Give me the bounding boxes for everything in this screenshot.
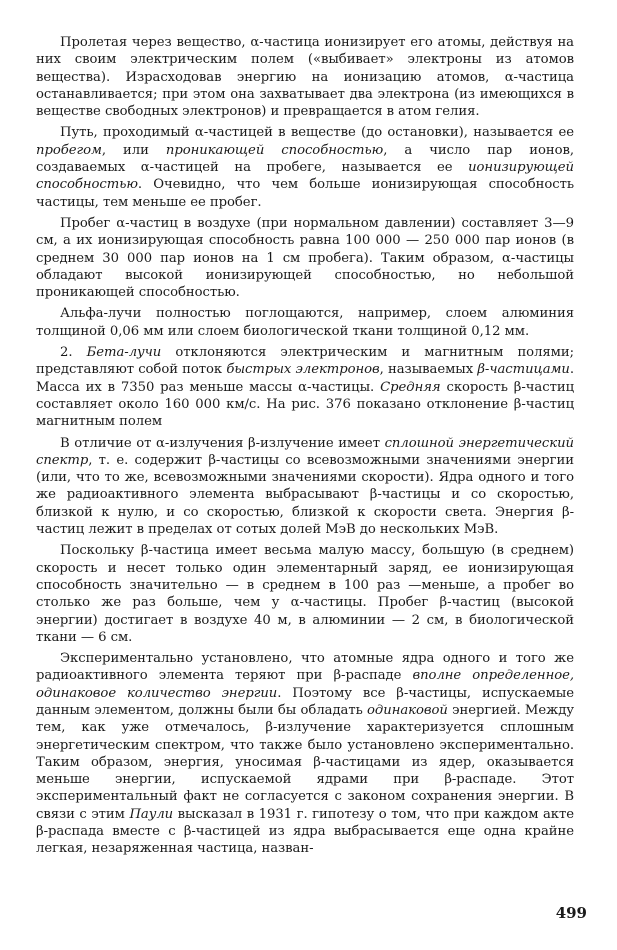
italic-term: β-частицами — [477, 362, 570, 378]
text-run: , т. е. содержит β-частицы со всевозможными значениями энергии (или, что то же, всевозможными значениями скорости). Ядра одного и того же радиоактивного элемента выбрасывают β-частицы и со скоростью, близкой к нулю, и со скоростью, близкой к скорости света. Энергия β-частиц лежит в пределах от сотых долей МэВ до нескольких МэВ. — [36, 452, 574, 538]
text-run: Путь, проходимый α-частицей в веществе (до остановки), называется ее — [60, 125, 574, 141]
text-run: , а число пар ионов, создаваемых α-частицей на пробеге, называется ее — [36, 142, 574, 176]
italic-term: сплошной энергетический спектр — [36, 435, 574, 468]
text-run: , называемых — [379, 362, 478, 378]
italic-term: одинаковой — [367, 702, 448, 718]
text-run: энергией. Между тем, как уже отмечалось, β-излучение характеризуется сплошным энергетическим спектром, что также было установлено экспериментально. Таким образом, энергия, уносимая β-частицами из ядер, оказывается меньше энергии, испускаемой ядрами при β-распаде. Этот экспериментальный факт не согласуется с законом сохранения энергии. В связи с этим — [36, 702, 574, 822]
italic-term: быстрых электронов — [226, 362, 380, 378]
italic-term: Средняя — [380, 379, 441, 395]
text-run: Пробег α-частиц в воздухе (при нормальном давлении) составляет 3—9 см, а их ионизирующая способность равна 100 000 — 250 000 пар ионов (в среднем 30 000 пар ионов на 1 см пробега). Таким образом, α-частицы обладают высокой ионизирующей способностью, но небольшой проникающей способностью. — [36, 215, 574, 301]
text-run: Поскольку β-частица имеет весьма малую массу, большую (в среднем) скорость и несет только один элементарный заряд, ее ионизирующая способность значительно — в среднем в 100 раз —меньше, а пробег во столько же раз больше, чем у α-частицы. Пробег β-частиц (высокой энергии) достигает в воздухе 40 м, в алюминии — 2 см, в биологической ткани — 6 см. — [36, 543, 574, 645]
page-number: 499 — [555, 904, 587, 922]
text-run: 2. — [60, 345, 87, 361]
text-run: . Поэтому все β-частицы, испускаемые данным элементом, должны были бы обладать — [36, 685, 574, 718]
text-run: В отличие от α-излучения β-излучение имеет — [60, 435, 385, 451]
paragraph-beta-rays — [36, 344, 574, 430]
text-run: , или — [101, 142, 166, 158]
italic-term: вполне определенное, одинаковое количество энергии — [36, 668, 574, 701]
paragraph-beta-range — [36, 542, 574, 646]
italic-term: ионизирующей способностью — [36, 160, 574, 193]
text-run: скорость β-частиц составляет около 160 000 км/с. На рис. 376 показано отклонение β-частиц магнитным полем — [36, 379, 574, 430]
paragraph-pauli-hypothesis — [36, 650, 574, 858]
text-run: высказал в 1931 г. гипотезу о том, что при каждом акте β-распада вместе с β-частицей из ядра выбрасывается еще одна крайне легкая, незаряженная частица, назван- — [36, 806, 574, 857]
text-run: Экспериментально установлено, что атомные ядра одного и того же радиоактивного элемента теряют при β-распаде — [36, 651, 574, 684]
text-run: . Масса их в 7350 раз меньше массы α-частицы. — [36, 362, 574, 395]
italic-term: проникающей способностью — [165, 142, 384, 158]
text-run: . Очевидно, что чем больше ионизирующая способность частицы, тем меньше ее пробег. — [36, 177, 574, 210]
text-run: Альфа-лучи полностью поглощаются, например, слоем алюминия толщиной 0,06 мм или слоем биологической ткани толщиной 0,12 мм. — [36, 306, 574, 339]
paragraph-range-definition — [36, 124, 574, 210]
text-run: Пролетая через вещество, α-частица ионизирует его атомы, действуя на них своим электрическим полем («выбивает» электроны из атомов вещества). Израсходовав энергию на ионизацию атомов, α-частица останавливается; при этом она захватывает два электрона (из имеющихся в веществе свободных электронов) и превращается в атом гелия. — [36, 35, 574, 120]
paragraph-alpha-range-air — [36, 215, 574, 301]
italic-term: Бета-лучи — [86, 345, 162, 361]
paragraph-beta-spectrum — [36, 435, 574, 539]
text-run: отклоняются электрическим и магнитным полями; представляют собой поток — [36, 345, 575, 378]
italic-term: Паули — [129, 806, 174, 822]
italic-term: пробегом — [36, 142, 102, 158]
paragraph-alpha-absorption — [36, 305, 574, 340]
paragraph-alpha-ionization — [36, 34, 574, 120]
page-body — [36, 34, 574, 862]
